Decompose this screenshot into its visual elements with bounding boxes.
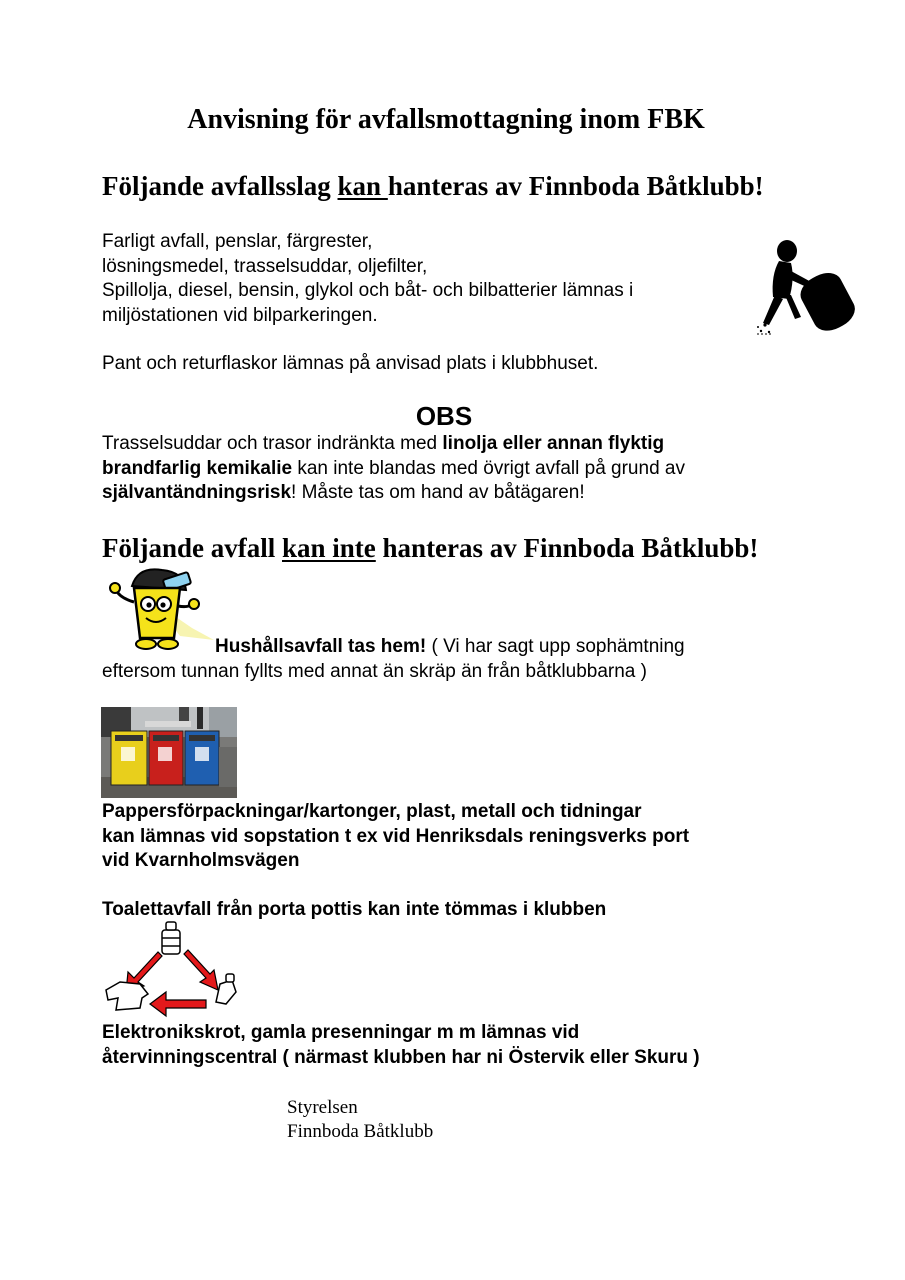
packaging-paragraph xyxy=(102,800,689,874)
heading-cannot-handle-post: hanteras av Finnboda Båtklubb! xyxy=(375,533,759,563)
obs-text: Trasselsuddar och trasor indränkta med xyxy=(102,433,443,454)
packaging-line: kan lämnas vid sopstation t ex vid Henriksdals reningsverks port xyxy=(102,825,690,847)
heading-cannot-handle xyxy=(102,532,758,564)
obs-emphasis: linolja eller annan flyktig xyxy=(442,433,665,454)
electronics-paragraph xyxy=(102,1021,700,1070)
obs-line xyxy=(102,432,685,457)
obs-text: kan inte blandas med övrigt avfall på grund av xyxy=(292,457,685,479)
obs-paragraph xyxy=(102,432,685,506)
signature xyxy=(287,1096,433,1144)
packaging-line: Pappersförpackningar/kartonger, plast, metall och tidningar xyxy=(102,801,642,822)
electronics-line: Elektronikskrot, gamla presenningar m m lämnas vid xyxy=(102,1022,580,1043)
document-title: Anvisning för avfallsmottagning inom FBK xyxy=(187,104,705,135)
household-text: ( Vi har sagt upp sophämtning xyxy=(426,636,685,657)
hazard-line: Spillolja, diesel, bensin, glykol och båt- och bilbatterier lämnas i xyxy=(102,280,634,301)
electronics-line: återvinningscentral ( närmast klubben har ni Östervik eller Skuru ) xyxy=(102,1046,700,1068)
obs-line xyxy=(102,481,685,506)
hazard-line: Farligt avfall, penslar, färgrester, xyxy=(102,231,373,252)
household-waste-paragraph xyxy=(102,635,685,684)
toilet-waste-line: Toalettavfall från porta pottis kan inte tömmas i klubben xyxy=(102,899,607,920)
deposit-bottles-line: Pant och returflaskor lämnas på anvisad plats i klubbhuset. xyxy=(102,353,599,374)
heading-can-handle-post: hanteras av Finnboda Båtklubb! xyxy=(387,171,764,201)
signature-line: Finnboda Båtklubb xyxy=(287,1121,434,1142)
hazard-line: lösningsmedel, trasselsuddar, oljefilter, xyxy=(102,255,428,277)
household-emphasis: Hushållsavfall tas hem! xyxy=(215,636,427,657)
person-emptying-barrel-icon xyxy=(755,235,855,340)
packaging-line: vid Kvarnholmsvägen xyxy=(102,850,300,871)
obs-heading: OBS xyxy=(415,401,473,431)
recycling-triangle-icon xyxy=(100,920,240,1020)
hazard-line: miljöstationen vid bilparkeringen. xyxy=(102,304,378,326)
household-line: eftersom tunnan fyllts med annat än skräp än från båtklubbarna ) xyxy=(102,660,647,682)
obs-emphasis: brandfarlig kemikalie xyxy=(102,457,293,479)
heading-can-handle-emph: kan xyxy=(337,171,388,201)
hazardous-waste-paragraph xyxy=(102,230,633,328)
obs-emphasis: självantändningsrisk xyxy=(102,482,292,503)
heading-cannot-handle-pre: Följande avfall xyxy=(102,533,282,563)
heading-can-handle xyxy=(102,170,764,202)
obs-text: ! Måste tas om hand av båtägaren! xyxy=(291,482,585,503)
heading-cannot-handle-emph: kan inte xyxy=(282,533,376,563)
recycling-bins-photo xyxy=(101,707,237,798)
signature-line: Styrelsen xyxy=(287,1097,358,1118)
household-line xyxy=(102,635,685,660)
obs-line xyxy=(102,457,685,482)
heading-can-handle-pre: Följande avfallsslag xyxy=(102,171,338,201)
